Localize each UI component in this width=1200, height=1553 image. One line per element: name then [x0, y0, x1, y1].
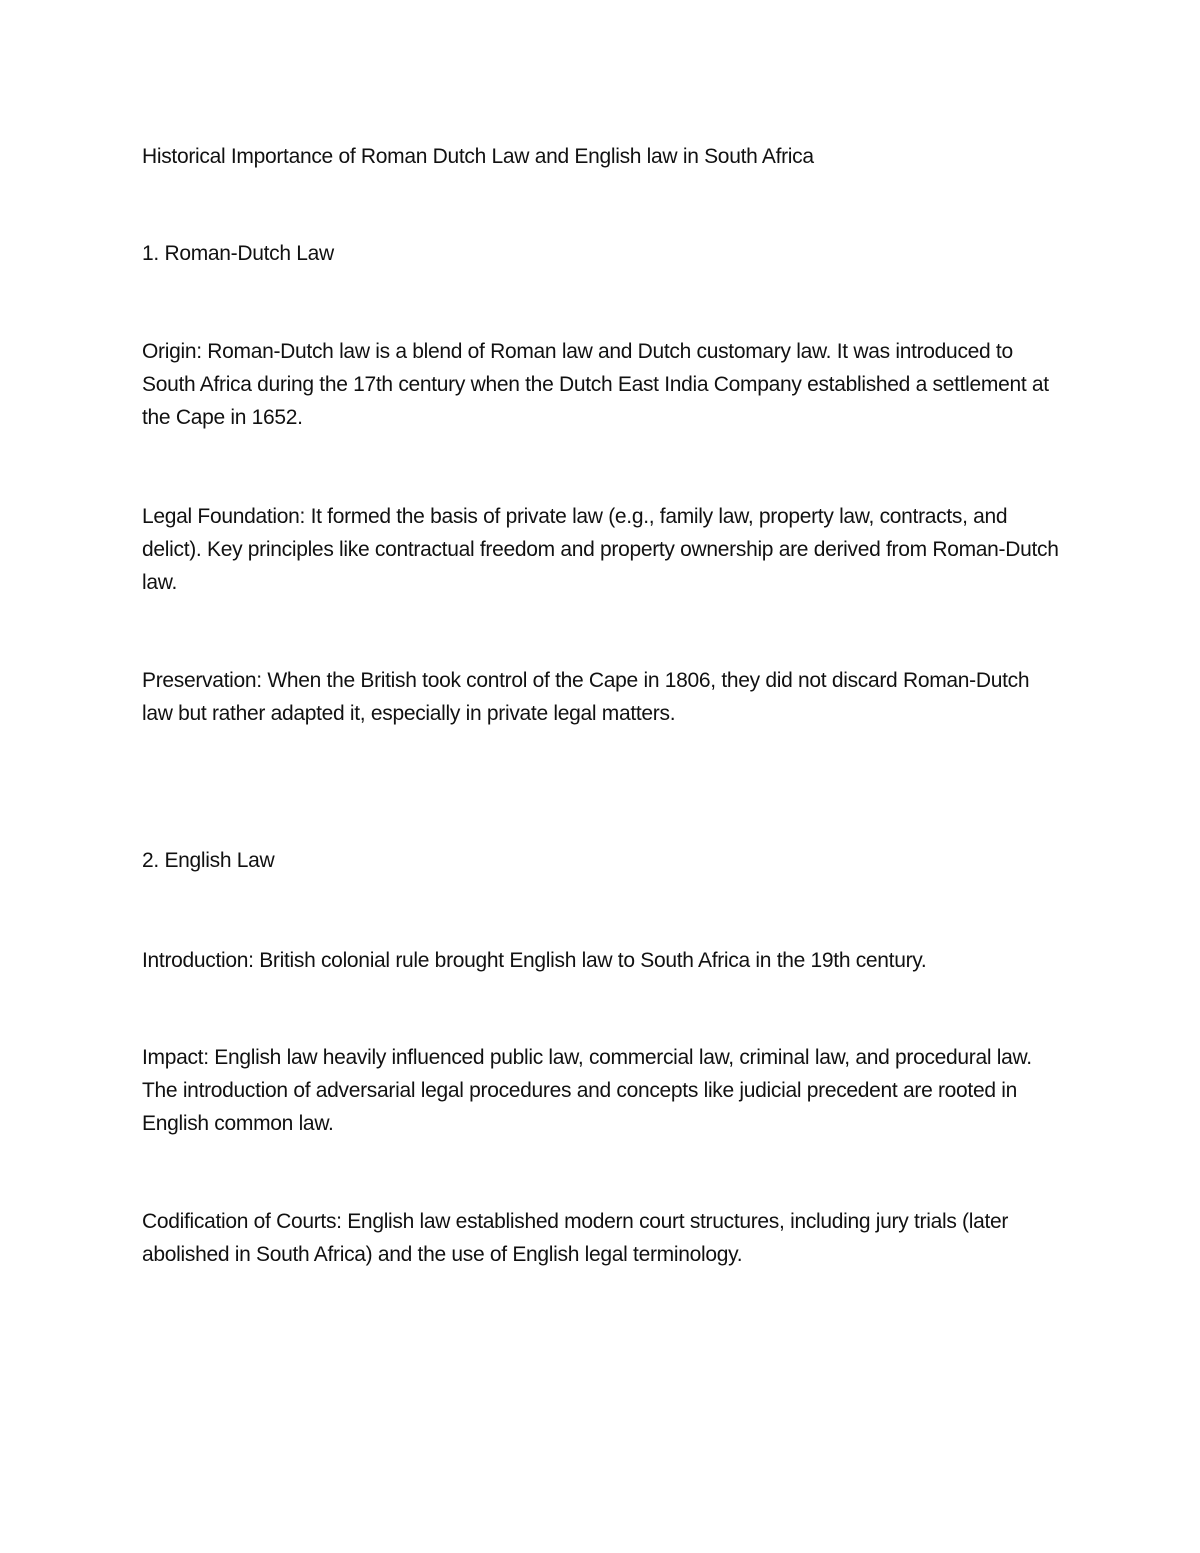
paragraph-preservation: Preservation: When the British took control of the Cape in 1806, they did not discard Roman-Dutch law but rather adapted it, especially in private legal matters.	[142, 669, 1030, 725]
paragraph-introduction: Introduction: British colonial rule brought English law to South Africa in the 19th century.	[142, 949, 927, 972]
paragraph-impact: Impact: English law heavily influenced public law, commercial law, criminal law, and procedural law. The introduction of adversarial legal procedures and concepts like judicial precedent are rooted in English common law.	[142, 1046, 1032, 1135]
paragraph-codification: Codification of Courts: English law established modern court structures, including jury trials (later abolished in South Africa) and the use of English legal terminology.	[142, 1210, 1009, 1266]
paragraph-legal-foundation: Legal Foundation: It formed the basis of private law (e.g., family law, property law, contracts, and delict). Key principles like contractual freedom and property ownership are derived from Roman-Dutch law.	[142, 505, 1059, 594]
section-heading-english-law: 2. English Law	[142, 849, 275, 872]
paragraph-origin: Origin: Roman-Dutch law is a blend of Roman law and Dutch customary law. It was introduced to South Africa during the 17th century when the Dutch East India Company established a settlement at the Cape in 1652.	[142, 340, 1049, 429]
section-heading-roman-dutch-law: 1. Roman-Dutch Law	[142, 242, 334, 265]
document-title: Historical Importance of Roman Dutch Law and English law in South Africa	[142, 145, 814, 168]
